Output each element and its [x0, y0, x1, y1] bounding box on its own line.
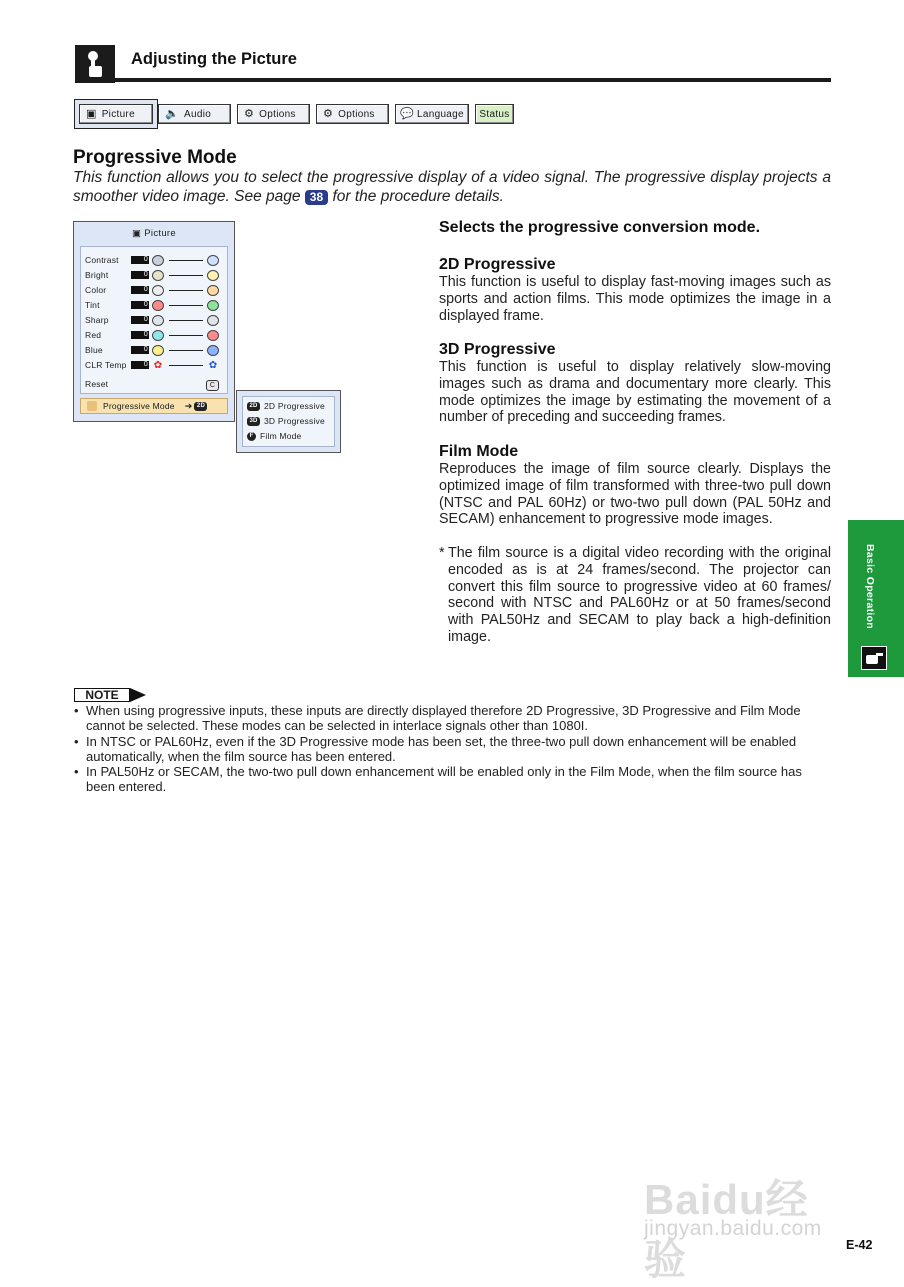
- intro-text: [73, 169, 831, 206]
- watermark-sub: jingyan.baidu.com: [644, 1217, 822, 1240]
- tab-options-1[interactable]: [237, 104, 310, 124]
- progressive-submenu: [236, 390, 341, 453]
- film-reel-icon: F: [247, 432, 256, 441]
- menu-list: [80, 246, 228, 394]
- menu-row-label: Color: [85, 285, 107, 295]
- tab-label: Options: [338, 108, 375, 120]
- submenu-item-3d-progressive[interactable]: [247, 414, 325, 428]
- tab-label: Language: [417, 108, 464, 120]
- 3d-badge-icon: 3D: [247, 417, 260, 426]
- bright-high-icon: [207, 270, 219, 281]
- menu-row-progressive-mode[interactable]: [80, 398, 228, 414]
- sharp-low-icon: [152, 315, 164, 326]
- submenu-item-label: 2D Progressive: [264, 401, 325, 411]
- section-body: Reproduces the image of film source clearly. Displays the optimized image of film transformed with three-two pull down (NTSC and PAL 60Hz) or two-two pull down (PAL 50Hz and SECAM) enhancement to progressive mode images.: [439, 461, 831, 528]
- menu-row-label: Progressive Mode: [103, 401, 175, 411]
- menu-row-value: 0: [131, 346, 149, 354]
- side-tab-label: Basic Operation: [864, 544, 876, 630]
- tab-label: Status: [479, 108, 510, 120]
- slider-track[interactable]: [169, 260, 203, 261]
- slider-track[interactable]: [169, 365, 203, 366]
- options-icon: ⚙: [323, 107, 334, 120]
- arrow-right-icon: ➔: [184, 400, 193, 411]
- menu-row-value: 0: [131, 271, 149, 279]
- menu-title-label: Picture: [144, 228, 176, 239]
- picture-icon: ▣: [86, 107, 97, 120]
- tab-language[interactable]: [395, 104, 469, 124]
- menu-row-value: 0: [131, 331, 149, 339]
- speech-bubble-icon: 💬: [400, 107, 414, 120]
- slider-track[interactable]: [169, 305, 203, 306]
- progressive-mode-icon: [87, 401, 97, 411]
- section-2d-progressive: [439, 256, 831, 324]
- section-heading: 3D Progressive: [439, 341, 556, 358]
- menu-row-color[interactable]: [85, 283, 225, 297]
- section-film-mode: [439, 443, 831, 528]
- submenu-item-label: Film Mode: [260, 431, 302, 441]
- footnote-text: The film source is a digital video recording with the original encoded as is at 24 frames/second. The projector can convert this film source to progressive video at 60 frames/ second with NTSC and PAL60Hz or at 50 frames/second with PAL50Hz and SECAM to play back a high-definition image.: [448, 545, 831, 645]
- watermark: [640, 1165, 850, 1283]
- menu-row-value: 0: [131, 316, 149, 324]
- menu-row-label: Reset: [85, 379, 109, 389]
- hand-pointer-icon: [861, 646, 887, 670]
- menu-row-bright[interactable]: [85, 268, 225, 282]
- section-3d-progressive: [439, 341, 831, 426]
- menu-row-label: Blue: [85, 345, 103, 355]
- picture-menu-panel: [73, 221, 235, 422]
- slider-track[interactable]: [169, 290, 203, 291]
- submenu-list: [242, 396, 335, 447]
- red-high-icon: [207, 330, 219, 341]
- note-item: • In NTSC or PAL60Hz, even if the 3D Progressive mode has been set, the three-two pull down enhancement will be enabled automatically, when the film source has been entered.: [73, 734, 831, 765]
- progressive-value: [194, 399, 207, 413]
- note-list: [73, 703, 831, 795]
- slider-track[interactable]: [169, 335, 203, 336]
- side-tab-basic-operation[interactable]: [848, 520, 904, 677]
- slider-track[interactable]: [169, 320, 203, 321]
- menu-row-sharp[interactable]: [85, 313, 225, 327]
- page-header-title: Adjusting the Picture: [131, 50, 297, 68]
- tab-audio[interactable]: [158, 104, 231, 124]
- menu-title: [74, 228, 234, 239]
- menu-row-label: CLR Temp: [85, 360, 127, 370]
- progressive-value-badge: 2D: [194, 402, 207, 411]
- options-icon: ⚙: [244, 107, 255, 120]
- menu-row-label: Tint: [85, 300, 100, 310]
- color-low-icon: [152, 285, 164, 296]
- footnote: [439, 545, 831, 646]
- note-item: • When using progressive inputs, these inputs are directly displayed therefore 2D Progressive, 3D Progressive and Film Mode cannot be selected. These modes can be selected in interlace signals other than 1080I.: [73, 703, 831, 734]
- section-body: This function is useful to display fast-moving images such as sports and action films. This mode optimizes the image in a displayed frame.: [439, 274, 831, 324]
- contrast-low-icon: [152, 255, 164, 266]
- 2d-badge-icon: 2D: [247, 402, 260, 411]
- note-badge: NOTE: [74, 688, 130, 702]
- menu-row-value: 0: [131, 301, 149, 309]
- tab-status[interactable]: [475, 104, 514, 124]
- section-title: Progressive Mode: [73, 147, 237, 168]
- menu-row-value: 0: [131, 256, 149, 264]
- submenu-item-2d-progressive[interactable]: [247, 399, 325, 413]
- menu-row-reset[interactable]: [85, 377, 225, 391]
- section-body: This function is useful to display relatively slow-moving images such as drama and documentary more clearly. This mode optimizes the image by estimating the movement of a number of preceding and succeeding frames.: [439, 359, 831, 426]
- watermark-main: Baidu经验: [644, 1176, 809, 1283]
- tab-options-2[interactable]: [316, 104, 389, 124]
- page-number: E-42: [846, 1238, 873, 1252]
- tab-label: Audio: [184, 108, 212, 120]
- menu-row-label: Sharp: [85, 315, 109, 325]
- sharp-high-icon: [207, 315, 219, 326]
- tab-label: Options: [259, 108, 296, 120]
- color-high-icon: [207, 285, 219, 296]
- submenu-item-label: 3D Progressive: [264, 416, 325, 426]
- contrast-high-icon: [207, 255, 219, 266]
- tint-red-icon: [152, 300, 164, 311]
- slider-track[interactable]: [169, 350, 203, 351]
- slider-track[interactable]: [169, 275, 203, 276]
- intro-part-2: for the procedure details.: [332, 187, 504, 205]
- menu-row-label: Red: [85, 330, 102, 340]
- note-arrow-icon: [130, 688, 146, 702]
- tab-label: Picture: [101, 108, 135, 120]
- intro-part-1: This function allows you to select the progressive display of a video signal. The progressive display projects a smoother video image. See page: [73, 169, 831, 205]
- footnote-mark: *: [439, 545, 445, 561]
- menu-row-label: Bright: [85, 270, 109, 280]
- section-heading: 2D Progressive: [439, 256, 556, 273]
- menu-row-label: Contrast: [85, 255, 119, 265]
- speaker-icon: 🔈: [165, 107, 179, 120]
- menu-row-red[interactable]: [85, 328, 225, 342]
- tint-green-icon: [207, 300, 219, 311]
- page-reference-badge[interactable]: 38: [305, 190, 328, 205]
- header-rule: [75, 78, 831, 82]
- picture-icon: ▣: [132, 228, 142, 239]
- blue-low-icon: [152, 345, 164, 356]
- menu-row-contrast[interactable]: [85, 253, 225, 267]
- menu-row-value: 0: [131, 286, 149, 294]
- bright-low-icon: [152, 270, 164, 281]
- menu-row-clr-temp[interactable]: [85, 358, 225, 372]
- submenu-item-film-mode[interactable]: [247, 429, 301, 443]
- menu-row-value: 0: [131, 361, 149, 369]
- reset-icon: C: [206, 380, 219, 391]
- clr-temp-warm-icon: ✿: [153, 359, 163, 371]
- tab-picture[interactable]: [79, 104, 153, 124]
- lead-text: Selects the progressive conversion mode.: [439, 219, 761, 236]
- clr-temp-cool-icon: ✿: [208, 359, 218, 371]
- menu-row-tint[interactable]: [85, 298, 225, 312]
- section-heading: Film Mode: [439, 443, 519, 460]
- menu-row-blue[interactable]: [85, 343, 225, 357]
- blue-high-icon: [207, 345, 219, 356]
- red-low-icon: [152, 330, 164, 341]
- note-item: • In PAL50Hz or SECAM, the two-two pull down enhancement will be enabled only in the Film Mode, when the film source has been entered.: [73, 764, 831, 795]
